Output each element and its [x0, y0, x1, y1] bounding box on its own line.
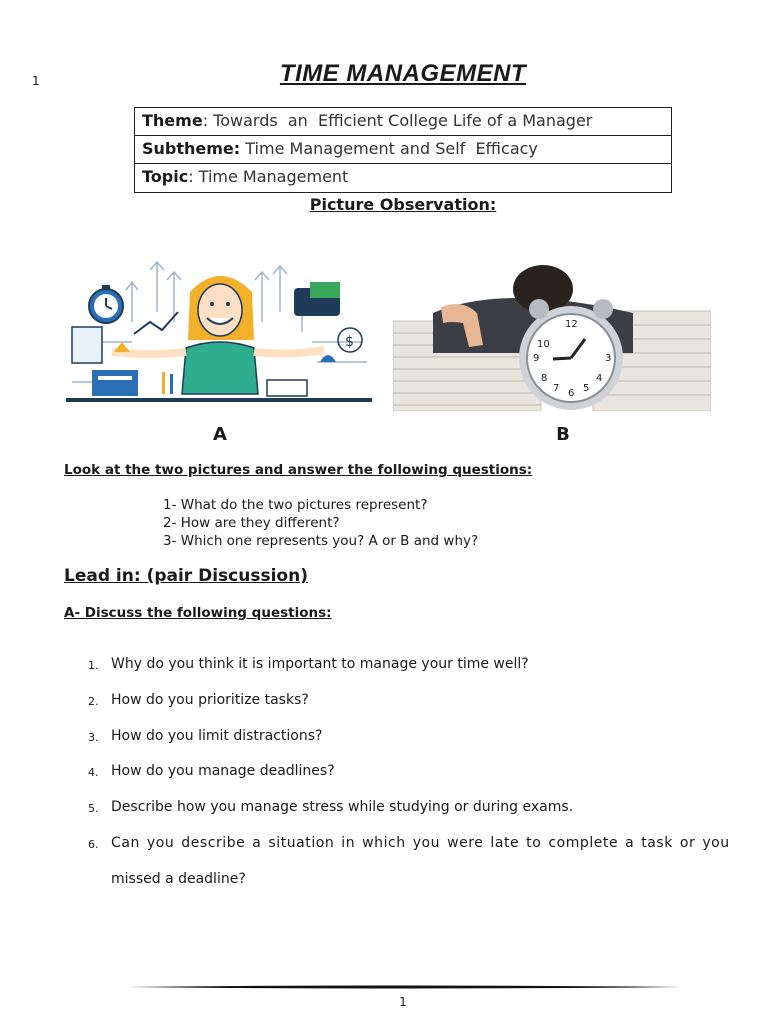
woman-figure — [112, 276, 324, 394]
discussion-question: How do you limit distractions? — [111, 728, 323, 744]
discussion-question-continuation: missed a deadline? — [111, 871, 246, 887]
svg-text:6: 6 — [568, 388, 575, 399]
svg-text:5: 5 — [583, 383, 590, 394]
lead-in-heading: Lead in: (pair Discussion) — [64, 566, 308, 586]
question-number: 5. — [88, 802, 99, 815]
svg-text:$: $ — [345, 334, 354, 350]
picture-observation-heading: Picture Observation: — [309, 195, 497, 214]
svg-text:9: 9 — [533, 353, 540, 364]
svg-text:12: 12 — [565, 319, 578, 330]
page-number-bottom: 1 — [399, 995, 407, 1009]
observation-instructions-heading: Look at the two pictures and answer the following questions: — [64, 462, 533, 478]
stopwatch-icon — [89, 285, 123, 323]
discussion-question: Describe how you manage stress while studying or during exams. — [111, 799, 574, 815]
svg-text:10: 10 — [537, 339, 550, 350]
discuss-questions-heading: A- Discuss the following questions: — [64, 605, 332, 621]
man-with-alarm-clock-photo — [393, 263, 711, 411]
question-number: 4. — [88, 766, 99, 779]
footer-divider — [126, 985, 682, 989]
theme-label: Theme — [142, 111, 203, 130]
illustration-b-svg — [393, 263, 711, 411]
observation-question: 3- Which one represents you? A or B and why? — [163, 533, 479, 549]
page-number-top: 1 — [32, 74, 40, 88]
topic-label: Topic — [142, 167, 189, 186]
question-number: 1. — [88, 659, 99, 672]
theme-row — [135, 108, 671, 136]
discussion-question: How do you manage deadlines? — [111, 763, 335, 779]
svg-text:7: 7 — [553, 383, 560, 394]
subtheme-value: Time Management and Self Efficacy — [240, 139, 538, 158]
discussion-question: Why do you think it is important to manage your time well? — [111, 656, 529, 672]
illustration-a-svg — [62, 252, 378, 418]
picture-label-b: B — [556, 424, 570, 445]
theme-info-table — [134, 107, 672, 193]
question-number: 3. — [88, 731, 99, 744]
topic-row — [135, 164, 671, 192]
svg-text:3: 3 — [605, 353, 612, 364]
picture-label-a: A — [213, 424, 227, 445]
question-number: 6. — [88, 838, 99, 851]
page-title: TIME MANAGEMENT — [279, 60, 527, 87]
subtheme-label: Subtheme: — [142, 139, 241, 158]
question-number: 2. — [88, 695, 99, 708]
observation-question: 1- What do the two pictures represent? — [163, 497, 428, 513]
observation-question: 2- How are they different? — [163, 515, 340, 531]
subtheme-row — [135, 136, 671, 164]
svg-text:8: 8 — [541, 373, 548, 384]
discussion-question: How do you prioritize tasks? — [111, 692, 309, 708]
topic-value: : Time Management — [188, 167, 349, 186]
discussion-question: Can you describe a situation in which you were late to complete a task or you — [111, 835, 730, 851]
woman-multitasking-illustration — [62, 252, 378, 418]
theme-value: : Towards an Efficient College Life of a Manager — [202, 111, 593, 130]
svg-text:4: 4 — [596, 373, 603, 384]
alarm-clock-icon — [519, 299, 623, 410]
